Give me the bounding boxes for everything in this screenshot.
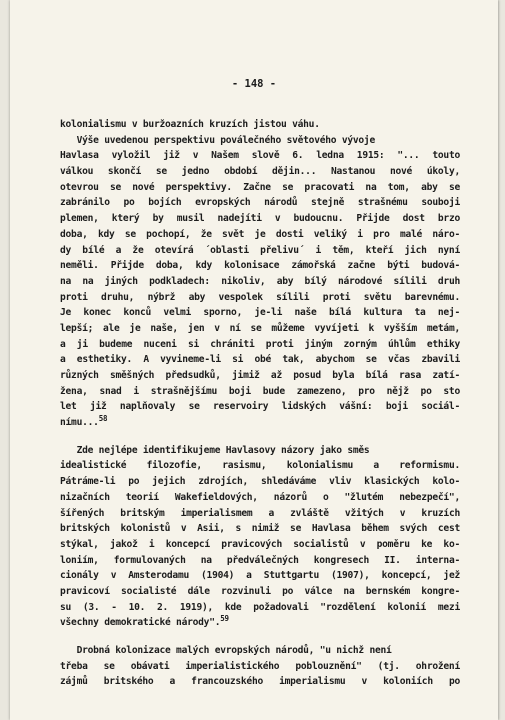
text-line: Havlasa vyložil již v Našem slově 6. ledna 1915: "... touto <box>60 150 460 162</box>
text-line: doba, kdy se pochopí, že svět je dosti veliký i pro malé náro- <box>60 228 460 240</box>
text-line: třeba se obávati imperialistického poblouznění" (tj. ohrožení <box>60 660 460 672</box>
text-line: Zde nejlépe identifikujeme Havlasovy názory jako směs <box>60 444 370 456</box>
page-number: - 148 - <box>231 78 277 90</box>
text-line-last <box>60 415 460 431</box>
text-line: nizačních teorií Wakefieldových, názorů o "žlutém nebezpečí", <box>60 491 460 503</box>
text-line: idealistické filozofie, rasismu, kolonialismu a reformismu. <box>60 460 460 472</box>
text-line: cionály v Amsterodamu (1904) a Stuttgartu (1907), koncepcí, jež <box>60 570 460 582</box>
text-line: dy bílé a že otevírá ´oblasti přelivu´ i těm, kteří jich nyní <box>60 244 460 256</box>
text-line: neměli. Přijde doba, kdy kolonisace zámořská začne býti budová- <box>60 260 460 272</box>
text-line: Je konec konců velmi sporno, je-li naše bílá kultura ta nej- <box>60 307 460 319</box>
text-line-last <box>60 615 460 631</box>
text-fragment: nímu... <box>60 417 99 429</box>
text-line: šířených britským imperialismem a zvláště vžitých v kruzích <box>60 507 460 519</box>
text-line: válkou skončí se jedno období dějin... Nastanou nové úkoly, <box>60 166 460 178</box>
text-line: Pátráme-li po jejich zdrojích, shledáváme vliv klasických kolo- <box>60 476 460 488</box>
text-line: otevrou se nové perspektivy. Začne se pracovati na tom, aby se <box>60 181 460 193</box>
text-line: různých směšných předsudků, jimiž až posud byla bílá rasa zatí- <box>60 370 460 381</box>
text-line: a ji budeme nuceni si chrániti proti jiným zorným úhlům ethiky <box>60 338 460 350</box>
text-line: Výše uvedenou perspektivu poválečného světového vývoje <box>60 134 375 146</box>
body-text <box>60 117 460 690</box>
paragraph-2 <box>60 133 460 431</box>
text-line: plemen, který by musil nadejíti v budoucnu. Přijde dost brzo <box>60 213 460 225</box>
text-line: stýkal, jakož i koncepcí pravicových socialistů v poměru ke ko- <box>60 538 460 550</box>
text-line: pravicoví socialisté dále rozvinuli po válce na bernském kongre- <box>60 585 460 597</box>
text-line: a esthetiky. A vyvineme-li si obé tak, abychom se včas zbavili <box>60 354 460 366</box>
text-line: let již naplňovaly se reservoiry lidských vášní: boji sociál- <box>60 401 460 413</box>
text-line: zabránilo po bojích evropských národů stejně strašnému souboji <box>60 197 460 209</box>
text-fragment: všechny demokratické národy". <box>60 617 221 629</box>
paragraph-1 <box>60 117 460 133</box>
text-line: su (3. - 10. 2. 1919), kde požadovali "rozdělení kolonií mezi <box>60 601 460 613</box>
footnote-ref-59: 59 <box>220 614 229 624</box>
paragraph-gap <box>60 431 460 443</box>
text-line: zájmů britského a francouzského imperialismu v koloniích po <box>60 676 460 688</box>
paragraph-4 <box>60 643 460 690</box>
document-page <box>10 0 498 720</box>
text-line: britských kolonistů v Asii, s nimiž se Havlasa během svých cest <box>60 523 460 535</box>
footnote-ref-58: 58 <box>98 414 108 424</box>
text-line: kolonialismu v buržoazních kruzích jistou váhu. <box>60 119 320 130</box>
text-line: Drobná kolonizace malých evropských národů, "u nichž není <box>60 645 392 656</box>
text-line: žena, snad i strašnějšímu boji bude zamezeno, pro nějž po sto <box>60 385 460 397</box>
paragraph-gap <box>60 631 460 643</box>
text-line: lepší; ale je naše, jen v ní se můžeme vyvíjeti k vyšším metám, <box>60 322 460 334</box>
text-line: proti druhu, nýbrž aby vespolek sílili proti světu barevnému. <box>60 291 460 303</box>
text-line: loniím, formulovaných na předválečných kongresech II. interna- <box>60 554 460 566</box>
paragraph-3 <box>60 443 460 631</box>
text-line: na na jiných podkladech: nikoliv, aby bílý národové sílili druh <box>60 275 460 287</box>
